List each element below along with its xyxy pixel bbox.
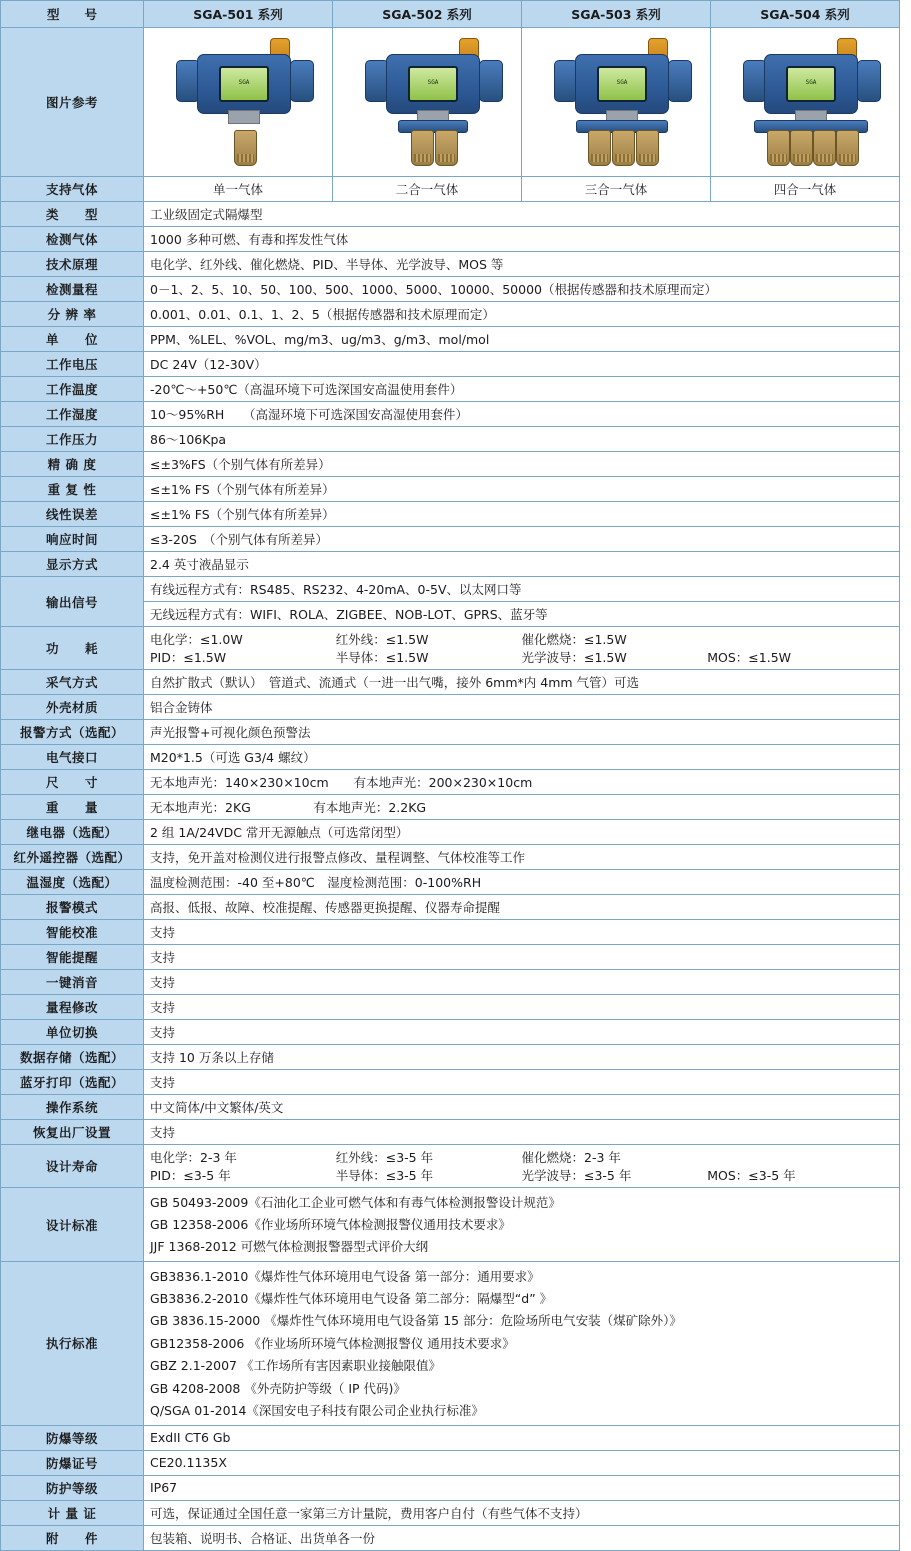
supported-gas-label: 支持气体: [1, 177, 144, 202]
life-optical: 光学波导：≤3-5 年: [521, 1168, 632, 1183]
sensor-probe: [636, 130, 659, 166]
row-label: 工作电压: [1, 352, 144, 377]
power-pid: PID：≤1.5W: [150, 650, 227, 665]
lcd-text: SGA: [616, 79, 628, 86]
row-label: 类 型: [1, 202, 144, 227]
row-value: M20*1.5（可选 G3/4 螺纹）: [144, 745, 900, 770]
table-row-image-reference: [1, 28, 900, 177]
table-row-range-modify: [1, 995, 900, 1020]
sensor-probe: [435, 130, 458, 166]
lcd-display: [597, 66, 647, 102]
row-value: DC 24V（12-30V）: [144, 352, 900, 377]
row-label: 精 确 度: [1, 452, 144, 477]
supported-gas-503: 三合一气体: [522, 177, 711, 202]
table-row-metering-certificate: [1, 1500, 900, 1525]
table-row-unit-switch: [1, 1020, 900, 1045]
design-standard-line: GB 50493-2009《石油化工企业可燃气体和有毒气体检测报警设计规范》: [150, 1194, 561, 1210]
power-infrared: 红外线：≤1.5W: [335, 632, 429, 647]
detector-illustration-3: [522, 32, 722, 172]
output-signal-wired: 有线远程方式有：RS485、RS232、4-20mA、0-5V、以太网口等: [144, 577, 900, 602]
row-value: 工业级固定式隔爆型: [144, 202, 900, 227]
row-label: 单 位: [1, 327, 144, 352]
row-value: 电化学、红外线、催化燃烧、PID、半导体、光学波导、MOS 等: [144, 252, 900, 277]
power-values: [144, 627, 900, 670]
table-row-temp-humidity-option: [1, 870, 900, 895]
table-row-technology: [1, 252, 900, 277]
row-label: 单位切换: [1, 1020, 144, 1045]
row-label: 防爆等级: [1, 1425, 144, 1450]
design-standard-line: JJF 1368-2012 可燃气体检测报警器型式评价大纲: [150, 1239, 429, 1255]
row-value: 支持: [144, 1120, 900, 1145]
execution-standard-values: [144, 1262, 900, 1426]
execution-standard-line: GB12358-2006 《作业场所环境气体检测报警仪 通用技术要求》: [150, 1335, 515, 1351]
row-value: ExdII CT6 Gb: [144, 1425, 900, 1450]
execution-standard-line: GB 4208-2008 《外壳防护等级（ IP 代码)》: [150, 1380, 406, 1396]
row-value: 支持: [144, 1020, 900, 1045]
table-row-resolution: [1, 302, 900, 327]
row-value: 无本地声光：2KG 有本地声光：2.2KG: [144, 795, 900, 820]
table-row-type: [1, 202, 900, 227]
table-row-sampling: [1, 670, 900, 695]
table-row-response-time: [1, 527, 900, 552]
row-value: 2 组 1A/24VDC 常开无源触点（可选常闭型）: [144, 820, 900, 845]
sensor-probe: [612, 130, 635, 166]
power-mos: MOS：≤1.5W: [707, 650, 792, 665]
lcd-text: SGA: [238, 79, 250, 86]
execution-standard-line: GB 3836.15-2000 《爆炸性气体环境用电气设备第 15 部分：危险场所电气安装（煤矿除外）》: [150, 1313, 682, 1329]
model-502: SGA-502 系列: [333, 1, 522, 28]
row-value: 铝合金铸体: [144, 695, 900, 720]
conduit-cap-right: [857, 60, 881, 102]
row-label: 检测气体: [1, 227, 144, 252]
table-row-supported-gas: [1, 177, 900, 202]
table-row-pressure: [1, 427, 900, 452]
row-label: 继电器（选配）: [1, 820, 144, 845]
detector-illustration-2: [333, 32, 533, 172]
table-row-model-header: [1, 1, 900, 28]
row-value: 高报、低报、故障、校准提醒、传感器更换提醒、仪器寿命提醒: [144, 895, 900, 920]
sensor-probe: [234, 130, 257, 166]
row-value: 支持: [144, 1070, 900, 1095]
lcd-text: SGA: [427, 79, 439, 86]
conduit-cap-right: [479, 60, 503, 102]
table-row-housing: [1, 695, 900, 720]
design-life-values: [144, 1145, 900, 1188]
product-image-502: [333, 28, 522, 177]
table-row-accessories: [1, 1525, 900, 1550]
row-value: 自然扩散式（默认） 管道式、流通式（一进一出气嘴，接外 6mm*内 4mm 气管）可选: [144, 670, 900, 695]
table-row-power: [1, 627, 900, 670]
table-row-factory-reset: [1, 1120, 900, 1145]
row-value: 86～106Kpa: [144, 427, 900, 452]
row-label: 尺 寸: [1, 770, 144, 795]
row-label: 数据存储（选配）: [1, 1045, 144, 1070]
power-catalytic: 催化燃烧：≤1.5W: [521, 632, 627, 647]
execution-standard-line: GBZ 2.1-2007 《工作场所有害因素职业接触限值》: [150, 1358, 441, 1374]
row-value: 温度检测范围：-40 至+80℃ 湿度检测范围：0-100%RH: [144, 870, 900, 895]
row-label: 外壳材质: [1, 695, 144, 720]
row-value: 包装箱、说明书、合格证、出货单各一份: [144, 1525, 900, 1550]
life-infrared: 红外线：≤3-5 年: [335, 1150, 434, 1165]
sensor-probe: [588, 130, 611, 166]
model-503: SGA-503 系列: [522, 1, 711, 28]
row-label: 工作湿度: [1, 402, 144, 427]
supported-gas-504: 四合一气体: [711, 177, 900, 202]
table-row-display: [1, 552, 900, 577]
row-label: 报警方式（选配）: [1, 720, 144, 745]
lcd-display: [408, 66, 458, 102]
row-value: ≤±1% FS（个别气体有所差异）: [144, 502, 900, 527]
design-life-line-2: [150, 1166, 893, 1184]
row-value: 0－1、2、5、10、50、100、500、1000、5000、10000、50000（根据传感器和技术原理而定）: [144, 277, 900, 302]
row-value: 支持: [144, 970, 900, 995]
row-value: 可选，保证通过全国任意一家第三方计量院，费用客户自付（有些气体不支持）: [144, 1500, 900, 1525]
header-label: 型 号: [1, 1, 144, 28]
row-label: 电气接口: [1, 745, 144, 770]
detector-illustration-1: [144, 32, 344, 172]
row-value: 支持: [144, 945, 900, 970]
table-row-smart-reminder: [1, 945, 900, 970]
row-label: 恢复出厂设置: [1, 1120, 144, 1145]
table-row-ir-remote: [1, 845, 900, 870]
table-row-execution-standard: [1, 1262, 900, 1426]
row-value: 2.4 英寸液晶显示: [144, 552, 900, 577]
image-reference-label: 图片参考: [1, 28, 144, 177]
row-label: 技术原理: [1, 252, 144, 277]
table-row-voltage: [1, 352, 900, 377]
row-label: 工作压力: [1, 427, 144, 452]
row-value: -20℃～+50℃（高温环境下可选深国安高温使用套件）: [144, 377, 900, 402]
life-semiconductor: 半导体：≤3-5 年: [335, 1168, 434, 1183]
table-row-electrical-interface: [1, 745, 900, 770]
row-value: IP67: [144, 1475, 900, 1500]
row-value: CE20.1135X: [144, 1450, 900, 1475]
row-label: 附 件: [1, 1525, 144, 1550]
sensor-probe: [813, 130, 836, 166]
table-row-alarm-method: [1, 720, 900, 745]
design-life-line-1: [150, 1148, 893, 1166]
table-row-ex-rating: [1, 1425, 900, 1450]
row-value: 中文简体/中文繁体/英文: [144, 1095, 900, 1120]
row-label: 操作系统: [1, 1095, 144, 1120]
lcd-display: [219, 66, 269, 102]
product-image-503: [522, 28, 711, 177]
table-row-design-standard: [1, 1188, 900, 1262]
sensor-probe: [790, 130, 813, 166]
row-label: 工作温度: [1, 377, 144, 402]
row-label: 红外遥控器（选配）: [1, 845, 144, 870]
row-label: 一键消音: [1, 970, 144, 995]
row-label: 重 复 性: [1, 477, 144, 502]
design-standard-line: GB 12358-2006《作业场所环境气体检测报警仪通用技术要求》: [150, 1216, 511, 1232]
table-row-range: [1, 277, 900, 302]
table-row-one-key-mute: [1, 970, 900, 995]
conduit-cap-right: [290, 60, 314, 102]
detector-illustration-4: [711, 32, 911, 172]
table-row-ip-rating: [1, 1475, 900, 1500]
row-value: 支持，免开盖对检测仪进行报警点修改、量程调整、气体校准等工作: [144, 845, 900, 870]
table-row-detect-gas: [1, 227, 900, 252]
table-row-linearity: [1, 502, 900, 527]
power-semiconductor: 半导体：≤1.5W: [335, 650, 429, 665]
execution-standard-line: GB3836.2-2010《爆炸性气体环境用电气设备 第二部分：隔爆型“d” 》: [150, 1291, 553, 1306]
table-row-weight: [1, 795, 900, 820]
table-row-output-signal: [1, 577, 900, 602]
table-row-repeatability: [1, 477, 900, 502]
lcd-display: [786, 66, 836, 102]
output-signal-wireless: 无线远程方式有：WIFI、ROLA、ZIGBEE、NOB-LOT、GPRS、蓝牙等: [144, 602, 900, 627]
output-signal-label: 输出信号: [1, 577, 144, 627]
life-pid: PID：≤3-5 年: [150, 1168, 231, 1183]
table-row-accuracy: [1, 452, 900, 477]
model-504: SGA-504 系列: [711, 1, 900, 28]
row-label: 响应时间: [1, 527, 144, 552]
table-row-dimensions: [1, 770, 900, 795]
row-label: 智能提醒: [1, 945, 144, 970]
sensor-probe: [767, 130, 790, 166]
supported-gas-502: 二合一气体: [333, 177, 522, 202]
design-standard-label: 设计标准: [1, 1188, 144, 1262]
row-label: 采气方式: [1, 670, 144, 695]
life-electrochemical: 电化学：2-3 年: [150, 1150, 237, 1165]
table-row-operating-system: [1, 1095, 900, 1120]
execution-standard-line: Q/SGA 01-2014《深国安电子科技有限公司企业执行标准》: [150, 1402, 484, 1418]
sensor-probe: [836, 130, 859, 166]
life-mos: MOS：≤3-5 年: [707, 1168, 796, 1183]
table-row-unit: [1, 327, 900, 352]
sensor-probe: [411, 130, 434, 166]
row-value: PPM、%LEL、%VOL、mg/m3、ug/m3、g/m3、mol/mol: [144, 327, 900, 352]
life-catalytic: 催化燃烧：2-3 年: [521, 1150, 621, 1165]
table-row-bluetooth-print: [1, 1070, 900, 1095]
row-value: ≤±3%FS（个别气体有所差异）: [144, 452, 900, 477]
row-value: ≤3-20S （个别气体有所差异）: [144, 527, 900, 552]
row-label: 智能校准: [1, 920, 144, 945]
row-value: 0.001、0.01、0.1、1、2、5（根据传感器和技术原理而定）: [144, 302, 900, 327]
table-row-smart-calibration: [1, 920, 900, 945]
row-value: 支持: [144, 995, 900, 1020]
row-value: 无本地声光：140×230×10cm 有本地声光：200×230×10cm: [144, 770, 900, 795]
table-row-data-storage: [1, 1045, 900, 1070]
power-line-1: [150, 630, 893, 648]
row-label: 防护等级: [1, 1475, 144, 1500]
row-label: 蓝牙打印（选配）: [1, 1070, 144, 1095]
conduit-cap-right: [668, 60, 692, 102]
design-life-label: 设计寿命: [1, 1145, 144, 1188]
table-row-humidity: [1, 402, 900, 427]
row-value: 1000 多种可燃、有毒和挥发性气体: [144, 227, 900, 252]
row-label: 报警模式: [1, 895, 144, 920]
row-value: 支持: [144, 920, 900, 945]
power-label: 功 耗: [1, 627, 144, 670]
power-line-2: [150, 648, 893, 666]
row-value: 10～95%RH （高湿环境下可选深国安高湿使用套件）: [144, 402, 900, 427]
table-row-temperature: [1, 377, 900, 402]
supported-gas-501: 单一气体: [144, 177, 333, 202]
product-image-501: [144, 28, 333, 177]
row-value: ≤±1% FS（个别气体有所差异）: [144, 477, 900, 502]
execution-standard-label: 执行标准: [1, 1262, 144, 1426]
row-label: 温湿度（选配）: [1, 870, 144, 895]
row-label: 分 辨 率: [1, 302, 144, 327]
row-label: 重 量: [1, 795, 144, 820]
execution-standard-line: GB3836.1-2010《爆炸性气体环境用电气设备 第一部分：通用要求》: [150, 1268, 540, 1284]
row-label: 计 量 证: [1, 1500, 144, 1525]
table-row-relay: [1, 820, 900, 845]
row-value: 声光报警+可视化颜色预警法: [144, 720, 900, 745]
table-row-alarm-mode: [1, 895, 900, 920]
product-image-504: [711, 28, 900, 177]
lcd-text: SGA: [805, 79, 817, 86]
row-label: 量程修改: [1, 995, 144, 1020]
row-label: 线性误差: [1, 502, 144, 527]
power-optical: 光学波导：≤1.5W: [521, 650, 627, 665]
row-value: 支持 10 万条以上存储: [144, 1045, 900, 1070]
table-row-ex-certificate: [1, 1450, 900, 1475]
design-standard-values: [144, 1188, 900, 1262]
row-label: 检测量程: [1, 277, 144, 302]
row-label: 防爆证号: [1, 1450, 144, 1475]
row-label: 显示方式: [1, 552, 144, 577]
sensor-neck: [228, 110, 260, 124]
power-electrochemical: 电化学：≤1.0W: [150, 632, 243, 647]
model-501: SGA-501 系列: [144, 1, 333, 28]
table-row-design-life: [1, 1145, 900, 1188]
